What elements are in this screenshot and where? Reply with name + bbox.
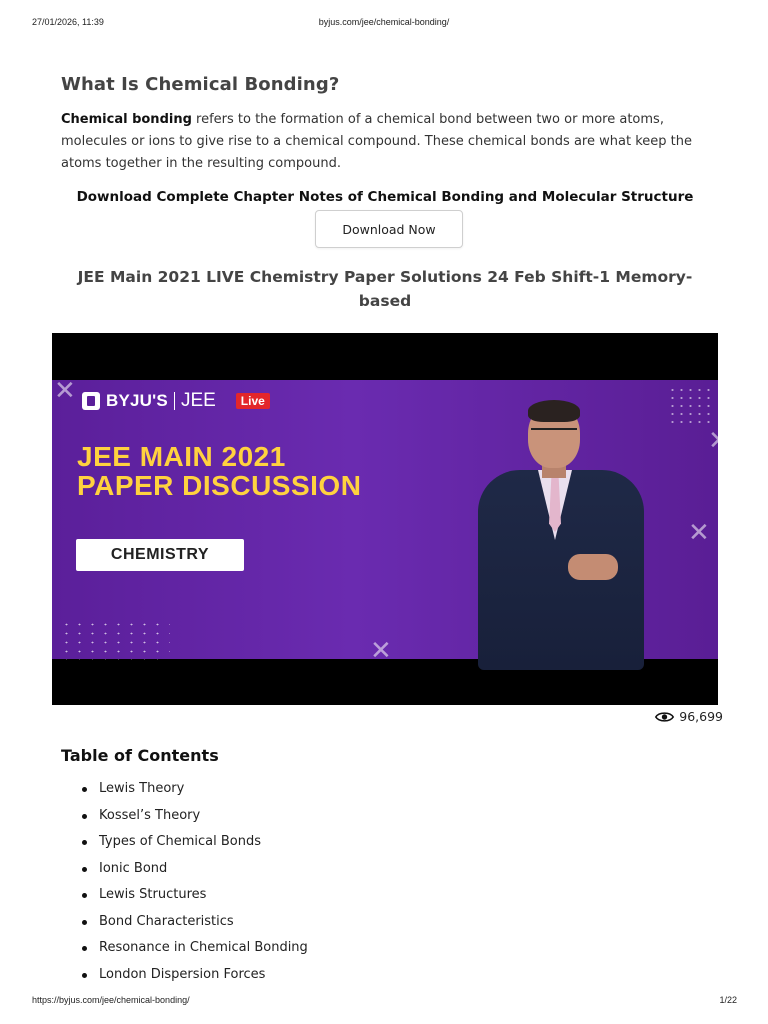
article-title: What Is Chemical Bonding? — [61, 74, 340, 95]
article-intro — [61, 109, 711, 175]
byjus-logo-icon — [82, 392, 100, 410]
video-thumbnail[interactable] — [52, 376, 730, 666]
toc-item-resonance[interactable]: Resonance in Chemical Bonding — [99, 935, 308, 962]
decorative-dots-icon — [60, 620, 170, 660]
thumbnail-title — [77, 442, 361, 500]
toc-item-types-of-chemical-bonds[interactable]: Types of Chemical Bonds — [99, 829, 308, 856]
video-player[interactable] — [52, 333, 730, 705]
presenter-glasses — [531, 428, 577, 438]
download-heading: Download Complete Chapter Notes of Chemical Bonding and Molecular Structure — [76, 189, 694, 205]
download-now-button[interactable]: Download Now — [315, 210, 463, 248]
thumbnail-title-line1: JEE MAIN 2021 — [77, 441, 286, 472]
logo-separator — [174, 392, 175, 410]
toc-item-kossels-theory[interactable]: Kossel’s Theory — [99, 803, 308, 830]
decorative-cross-icon: ✕ — [688, 518, 710, 548]
decorative-cross-icon: ✕ — [54, 376, 76, 406]
subject-label: CHEMISTRY — [76, 539, 244, 571]
logo-jee-text: JEE — [180, 390, 216, 411]
eye-icon — [655, 711, 674, 723]
toc-list — [61, 776, 308, 988]
presenter-hands — [568, 554, 618, 580]
presenter-image — [470, 404, 660, 659]
decorative-dots-icon — [668, 386, 712, 426]
print-datetime: 27/01/2026, 11:39 — [32, 17, 104, 27]
toc-item-bond-characteristics[interactable]: Bond Characteristics — [99, 909, 308, 936]
decorative-cross-icon: ✕ — [370, 636, 392, 666]
toc-item-lewis-theory[interactable]: Lewis Theory — [99, 776, 308, 803]
view-count — [655, 709, 723, 724]
print-url: byjus.com/jee/chemical-bonding/ — [318, 17, 450, 27]
thumbnail-title-line2: PAPER DISCUSSION — [77, 470, 362, 501]
presenter-hair — [528, 400, 580, 422]
toc-item-ionic-bond[interactable]: Ionic Bond — [99, 856, 308, 883]
decorative-cross-icon: ✕ — [708, 426, 730, 456]
footer-url: https://byjus.com/jee/chemical-bonding/ — [32, 995, 190, 1005]
toc-item-london-dispersion-forces[interactable]: London Dispersion Forces — [99, 962, 308, 989]
intro-bold-term: Chemical bonding — [61, 112, 192, 127]
live-badge: Live — [236, 393, 270, 409]
byjus-jee-logo — [82, 390, 270, 412]
video-heading: JEE Main 2021 LIVE Chemistry Paper Solutions 24 Feb Shift-1 Memory-based — [77, 268, 693, 310]
logo-brand-text: BYJU'S — [106, 391, 168, 410]
toc-item-lewis-structures[interactable]: Lewis Structures — [99, 882, 308, 909]
page-number: 1/22 — [719, 995, 737, 1005]
view-count-value: 96,699 — [679, 709, 723, 724]
toc-title: Table of Contents — [61, 746, 219, 765]
intro-text: refers to the formation of a chemical bond between two or more atoms, molecules or ions to give rise to a chemical compound. These chemical bonds are what keep the atoms together in the resulting compound. — [61, 112, 692, 171]
